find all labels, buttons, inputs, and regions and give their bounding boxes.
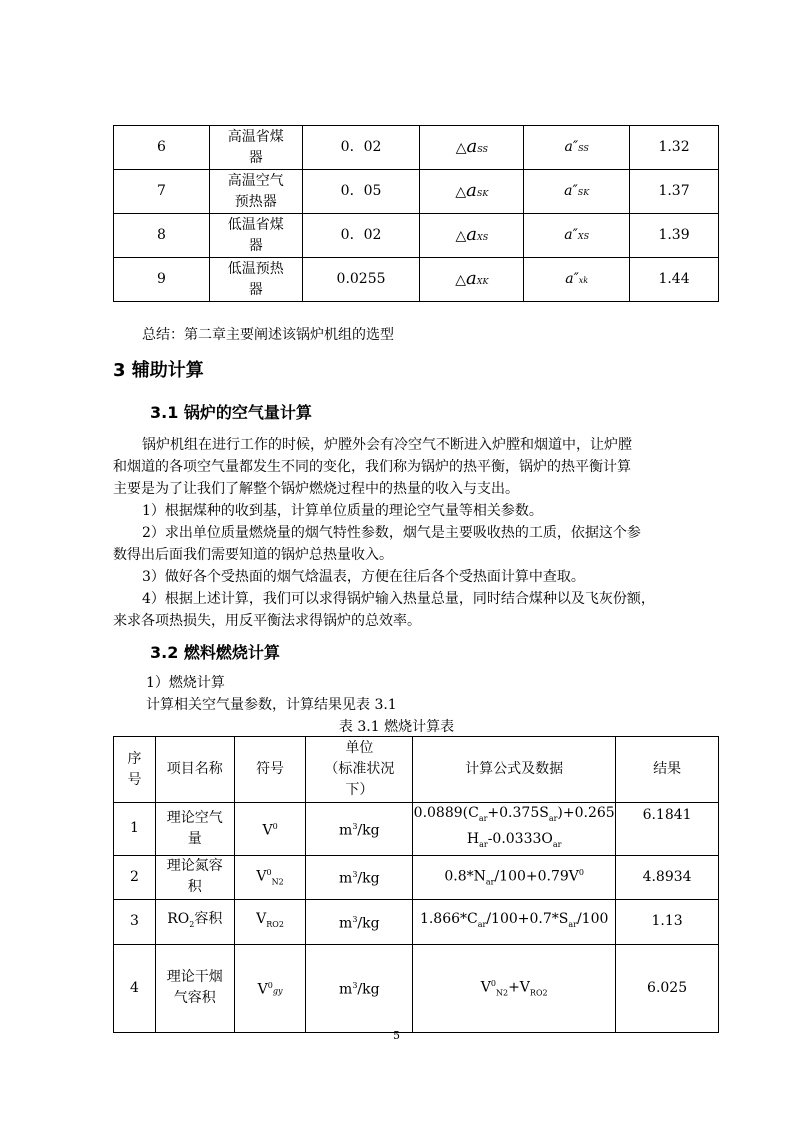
item-name: 理论空气 量	[155, 803, 234, 856]
list-item: 2）求出单位质量燃烧量的烟气特性参数，烟气是主要吸收热的工质，依据这个参	[142, 525, 641, 541]
item-unit: $m^3/kg$	[306, 855, 413, 899]
table-row	[114, 855, 719, 899]
header-symbol: 符号	[234, 737, 306, 803]
excess-air-symbol: a″SS	[524, 126, 630, 170]
increment-value: 0．05	[302, 170, 420, 214]
item-unit: $m^3/kg$	[306, 803, 413, 856]
item-result: 6.1841	[616, 803, 719, 856]
delta-symbol: △aSK	[420, 170, 524, 214]
row-number: 6	[114, 126, 210, 170]
row-number: 8	[114, 214, 210, 258]
excess-air-symbol: a″xk	[524, 258, 630, 302]
result-value: 1.39	[630, 214, 719, 258]
component-name: 高温省煤 器	[209, 126, 302, 170]
paragraph-line: 锅炉机组在进行工作的时候，炉膛外会有冷空气不断进入炉膛和烟道中，让炉膛	[142, 437, 632, 453]
excess-air-table	[113, 125, 719, 302]
row-number: 1	[114, 803, 156, 856]
table-caption: 表 3.1 燃烧计算表	[338, 719, 455, 735]
result-value: 1.32	[630, 126, 719, 170]
table-row	[114, 803, 719, 856]
list-item: 1）根据煤种的收到基，计算单位质量的理论空气量等相关参数。	[142, 503, 543, 519]
row-number: 4	[114, 944, 156, 1032]
row-number: 3	[114, 899, 156, 944]
chapter-heading: 3 辅助计算	[113, 360, 204, 381]
table-row	[114, 126, 719, 170]
header-result: 结果	[616, 737, 719, 803]
item-name: $RO_2$容积	[155, 899, 234, 944]
delta-symbol: △aXS	[420, 214, 524, 258]
section-heading: 3.2 燃料燃烧计算	[150, 643, 280, 662]
list-item: 4）根据上述计算，我们可以求得锅炉输入热量总量，同时结合煤种以及飞灰份额，	[142, 591, 655, 607]
result-value: 1.37	[630, 170, 719, 214]
header-formula: 计算公式及数据	[413, 737, 616, 803]
excess-air-symbol: a″SK	[524, 170, 630, 214]
combustion-table	[113, 736, 719, 1033]
item-symbol: $V_{RO2}$	[234, 899, 306, 944]
item-result: 6.025	[616, 944, 719, 1032]
table-row	[114, 944, 719, 1032]
item-formula: $0.0889(C_{ar}+0.375S_{ar})+0.265$ $H_{ar}-0.0333O_{ar}$	[413, 803, 616, 856]
item-result: 4.8934	[616, 855, 719, 899]
increment-value: 0．02	[302, 214, 420, 258]
item-symbol: $V^0_{N2}$	[234, 855, 306, 899]
table-row	[114, 258, 719, 302]
item-formula: $V^0_{N2}+V_{RO2}$	[413, 944, 616, 1032]
item-symbol: $V^0$	[234, 803, 306, 856]
row-number: 9	[114, 258, 210, 302]
excess-air-symbol: a″XS	[524, 214, 630, 258]
item-unit: $m^3/kg$	[306, 899, 413, 944]
component-name: 高温空气 预热器	[209, 170, 302, 214]
header-no: 序 号	[114, 737, 156, 803]
header-name: 项目名称	[155, 737, 234, 803]
component-name: 低温省煤 器	[209, 214, 302, 258]
section-heading: 3.1 锅炉的空气量计算	[150, 403, 312, 422]
component-name: 低温预热 器	[209, 258, 302, 302]
paragraph-line: 主要是为了让我们了解整个锅炉燃烧过程中的热量的收入与支出。	[113, 481, 519, 497]
paragraph-line: 和烟道的各项空气量都发生不同的变化，我们称为锅炉的热平衡，锅炉的热平衡计算	[113, 459, 631, 475]
delta-symbol: △aXK	[420, 258, 524, 302]
paragraph-line: 数得出后面我们需要知道的锅炉总热量收入。	[113, 547, 393, 563]
page-number: 5	[393, 1029, 400, 1042]
item-name: 理论干烟 气容积	[155, 944, 234, 1032]
item-symbol: $V^0gy$	[234, 944, 306, 1032]
header-unit: 单位 （标准状况 下）	[306, 737, 413, 803]
table-header-row	[114, 737, 719, 803]
item-unit: $m^3/kg$	[306, 944, 413, 1032]
chapter-summary: 总结：第二章主要阐述该锅炉机组的选型	[142, 327, 394, 343]
row-number: 7	[114, 170, 210, 214]
item-result: 1.13	[616, 899, 719, 944]
table-row	[114, 214, 719, 258]
increment-value: 0.0255	[302, 258, 420, 302]
item-formula: $1.866*C_{ar}/100+0.7*S_{ar}/100$	[413, 899, 616, 944]
table-row	[114, 899, 719, 944]
paragraph-line: 计算相关空气量参数，计算结果见表 3.1	[146, 697, 397, 713]
paragraph-line: 来求各项热损失，用反平衡法求得锅炉的总效率。	[113, 613, 421, 629]
list-item: 3）做好各个受热面的烟气焓温表，方便在往后各个受热面计算中查取。	[142, 569, 585, 585]
increment-value: 0．02	[302, 126, 420, 170]
list-item: 1）燃烧计算	[146, 675, 225, 691]
item-formula: $0.8*N_{ar}/100+0.79V^0$	[413, 855, 616, 899]
delta-symbol: △aSS	[420, 126, 524, 170]
row-number: 2	[114, 855, 156, 899]
table-row	[114, 170, 719, 214]
result-value: 1.44	[630, 258, 719, 302]
item-name: 理论氮容 积	[155, 855, 234, 899]
